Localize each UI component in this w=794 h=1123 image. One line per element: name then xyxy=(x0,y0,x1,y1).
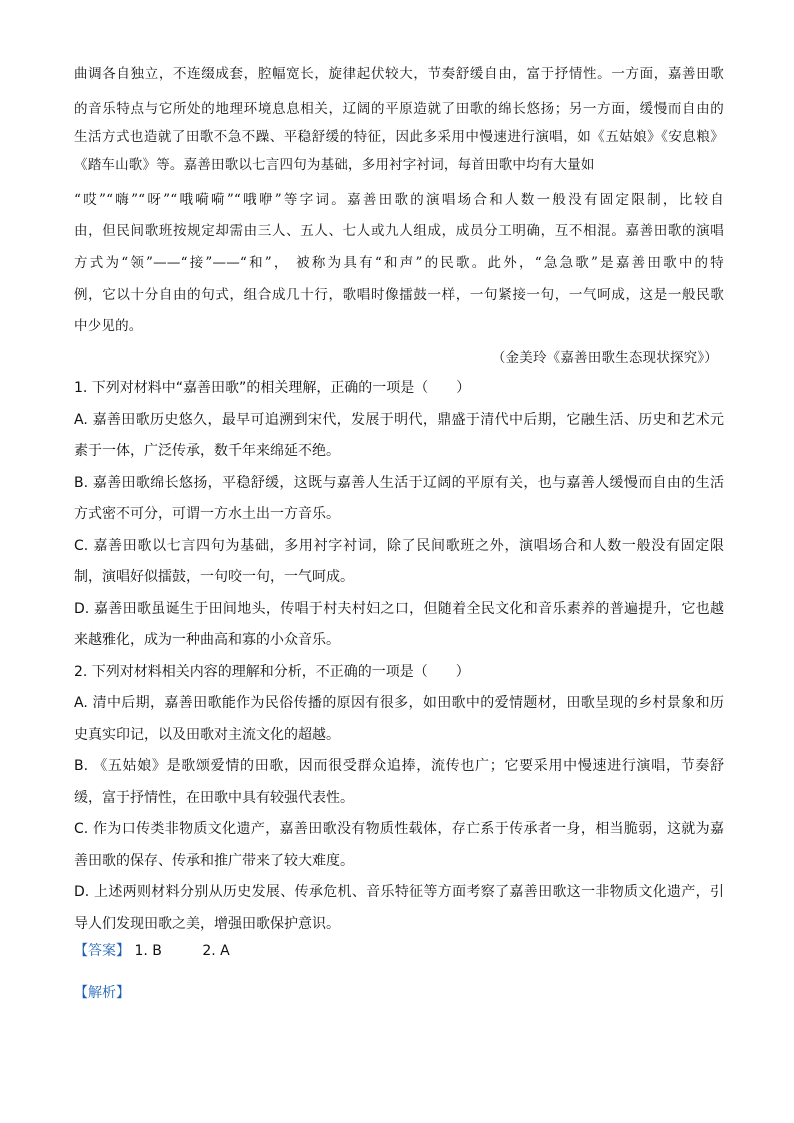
question-2-option-d-cont: 导人们发现田歌之美，增强田歌保护意识。 xyxy=(74,916,340,932)
question-1-option-c-cont: 制，演唱好似擂鼓，一句咬一句，一气呵成。 xyxy=(74,569,354,585)
question-1-option-b: B. 嘉善田歌绵长悠扬，平稳舒缓，这既与嘉善人生活于辽阔的平原有关，也与嘉善人缓慢而自由的生活 xyxy=(74,475,724,491)
material-line: 由，但民间歌班按规定却需由三人、五人、七人或九人组成，成员分工明确，互不相混。嘉善田歌的演唱 xyxy=(74,223,724,239)
question-1-option-a-cont: 素于一体，广泛传承，数千年来绵延不绝。 xyxy=(74,443,340,459)
material-line: 中少见的。 xyxy=(74,318,143,334)
question-2-stem: 2. 下列对材料相关内容的理解和分析，不正确的一项是（ ） xyxy=(74,664,470,680)
material-line: 的音乐特点与它所处的地理环境息息相关，辽阔的平原造就了田歌的绵长悠扬；另一方面，缓慢而自由的 xyxy=(74,101,724,117)
answer-row xyxy=(74,940,230,960)
analysis-label: 【解析】 xyxy=(74,985,130,1001)
question-2-option-c-cont: 善田歌的保存、传承和推广带来了较大难度。 xyxy=(74,853,354,869)
question-2-option-b-cont: 缓，富于抒情性，在田歌中具有较强代表性。 xyxy=(74,790,354,806)
answer-1: 1. B xyxy=(134,943,162,959)
question-1-option-a: A. 嘉善田歌历史悠久，最早可追溯到宋代，发展于明代，鼎盛于清代中后期，它融生活、历史和艺术元 xyxy=(74,412,724,428)
question-2-option-c: C. 作为口传类非物质文化遗产，嘉善田歌没有物质性载体，存亡系于传承者一身，相当脆弱，这就为嘉 xyxy=(74,821,724,837)
analysis-heading xyxy=(74,982,130,1002)
material-line: 《踏车山歌》等。嘉善田歌以七言四句为基础，多用衬字衬词，每首田歌中均有大量如 xyxy=(74,157,595,173)
question-2-option-a: A. 清中后期，嘉善田歌能作为民俗传播的原因有很多，如田歌中的爱情题材，田歌呈现的乡村景象和历 xyxy=(74,695,724,711)
question-2-option-b: B. 《五姑娘》是歌颂爱情的田歌，因而很受群众追捧，流传也广；它要采用中慢速进行演唱，节奏舒 xyxy=(74,758,724,774)
material-line: 生活方式也造就了田歌不急不躁、平稳舒缓的特征，因此多采用中慢速进行演唱，如《五姑娘》《安息粮》 xyxy=(74,129,724,145)
material-source: （金美玲《嘉善田歌生态现状探究》） xyxy=(491,350,718,366)
material-line: 曲调各自独立，不连缀成套，腔幅宽长，旋律起伏较大，节奏舒缓自由，富于抒情性。一方面，嘉善田歌 xyxy=(74,66,724,82)
material-line: 方式为“领”——“接”——“和”， 被称为具有“和声”的民歌。此外，“急急歌”是嘉善田歌中的特 xyxy=(74,255,724,271)
question-1-option-d: D. 嘉善田歌虽诞生于田间地头，传唱于村夫村妇之口，但随着全民文化和音乐素养的普遍提升，它也越 xyxy=(74,601,724,617)
answer-label: 【答案】 xyxy=(74,943,130,959)
material-line: 例，它以十分自由的句式，组合成几十行，歌唱时像擂鼓一样，一句紧接一句，一气呵成，这是一般民歌 xyxy=(74,287,724,303)
answer-2: 2. A xyxy=(202,943,230,959)
question-1-stem: 1. 下列对材料中“嘉善田歌”的相关理解，正确的一项是（ ） xyxy=(74,380,471,396)
question-2-option-a-cont: 史真实印记，以及田歌对主流文化的超越。 xyxy=(74,727,340,743)
question-2-option-d: D. 上述两则材料分别从历史发展、传承危机、音乐特征等方面考察了嘉善田歌这一非物质文化遗产，引 xyxy=(74,884,724,900)
question-1-option-d-cont: 来越雅化，成为一种曲高和寡的小众音乐。 xyxy=(74,632,340,648)
question-1-option-b-cont: 方式密不可分，可谓一方水土出一方音乐。 xyxy=(74,506,340,522)
material-line: “哎”“嗨”“呀”“哦嗬嗬”“哦咿”等字词。嘉善田歌的演唱场合和人数一般没有固定限制，比较自 xyxy=(74,192,724,208)
question-1-option-c: C. 嘉善田歌以七言四句为基础，多用衬字衬词，除了民间歌班之外，演唱场合和人数一般没有固定限 xyxy=(74,538,724,554)
